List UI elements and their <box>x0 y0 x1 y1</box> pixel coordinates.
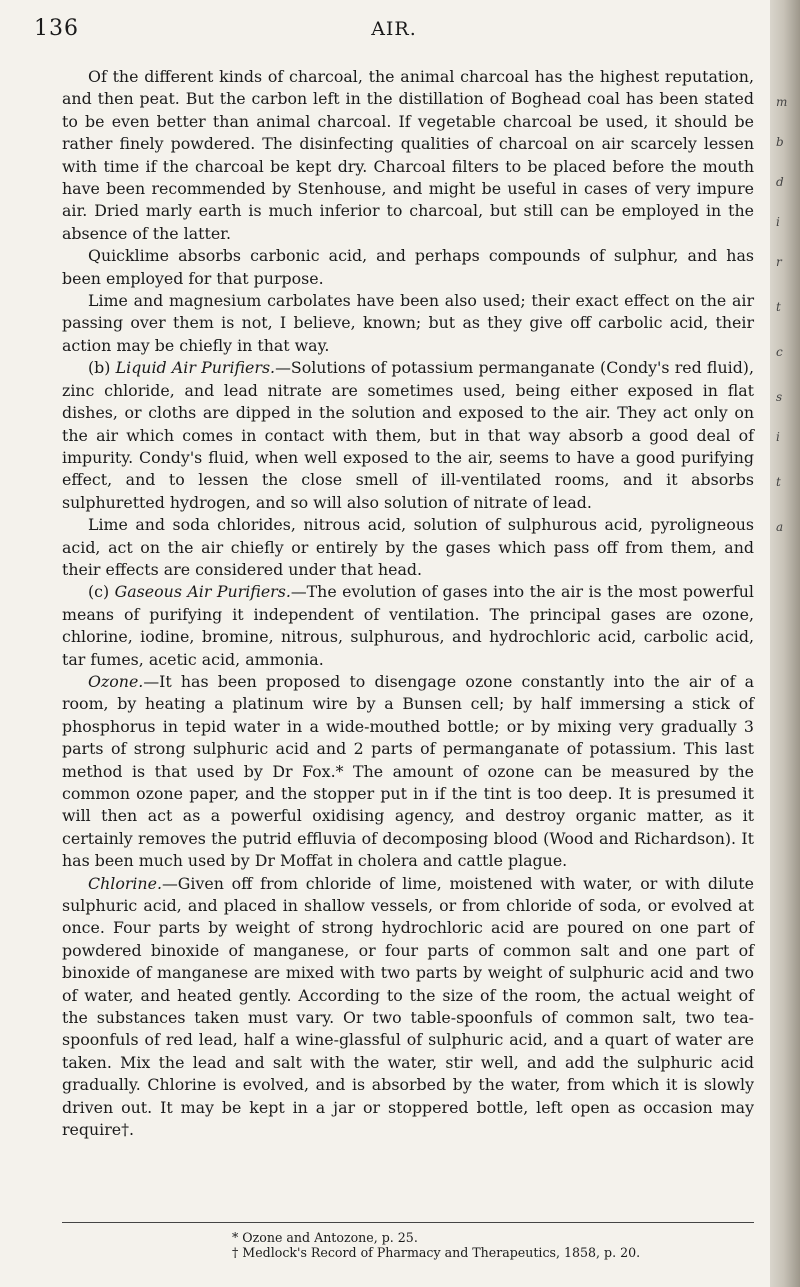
footnotes <box>232 1230 752 1260</box>
paragraph-p8 <box>62 873 754 1142</box>
paragraph-heading: Liquid Air Purifiers. <box>115 358 276 378</box>
adjacent-page-fragment: d <box>776 175 784 189</box>
paragraph-heading: Ozone. <box>88 671 144 691</box>
adjacent-page-fragment: i <box>776 430 780 444</box>
adjacent-page-fragment: c <box>776 345 783 359</box>
paragraph-p2 <box>62 245 754 290</box>
page-number: 136 <box>34 16 79 41</box>
paragraph-p3 <box>62 290 754 357</box>
paragraph-text: (c) <box>88 582 115 602</box>
adjacent-page-fragment: s <box>776 390 783 404</box>
adjacent-page-fragment: i <box>776 215 780 229</box>
paragraph-heading: Gaseous Air Purifiers. <box>114 582 291 602</box>
paragraph-p5 <box>62 514 754 581</box>
running-head <box>34 16 754 42</box>
adjacent-page-fragment: r <box>776 255 782 269</box>
adjacent-page-edge <box>770 0 800 1287</box>
paragraph-p6 <box>62 581 754 671</box>
paragraph-text: Lime and magnesium carbolates have been also used; their exact effect on the air passing over them is not, I believe, known; but as they give off carbolic acid, their action may be chiefly in that way. <box>62 291 754 355</box>
paragraph-p1 <box>62 66 754 245</box>
paragraph-text: —It has been proposed to disengage ozone constantly into the air of a room, by heating a platinum wire by a Bunsen cell; by half immersing a stick of phosphorus in tepid water in a wide-mouthed bottle; or by mixing very gradually 3 parts of strong sulphuric acid and 2 parts of permanganate of potassium. This last method is that used by Dr Fox.* The amount of ozone can be measured by the common ozone paper, and the stopper put in if the tint is too deep. It is presumed it will then act as a powerful oxidising agency, and destroy organic matter, as it certainly removes the putrid effluvia of decomposing blood (Wood and Richardson). It has been much used by Dr Moffat in cholera and cattle plague. <box>62 671 754 871</box>
body-text <box>62 66 754 1142</box>
footnote: * Ozone and Antozone, p. 25. <box>232 1230 418 1245</box>
paragraph-text: Of the different kinds of charcoal, the animal charcoal has the highest reputation, and then peat. But the carbon left in the distillation of Boghead coal has been stated to be even better than animal charcoal. If vegetable charcoal be used, it should be rather finely powdered. The disinfecting qualities of charcoal on air scarcely lessen with time if the charcoal be kept dry. Charcoal filters to be placed before the mouth have been recommended by Stenhouse, and might be useful in cases of very impure air. Dried marly earth is much inferior to charcoal, but still can be employed in the absence of the latter. <box>62 67 754 243</box>
paragraph-text: Lime and soda chlorides, nitrous acid, solution of sulphurous acid, pyroligneous acid, act on the air chiefly or entirely by the gases which pass off from them, and their effects are considered under that head. <box>62 515 754 579</box>
adjacent-page-fragment: b <box>776 135 784 149</box>
adjacent-page-fragment: m <box>776 95 788 109</box>
paragraph-heading: Chlorine. <box>88 873 162 893</box>
paragraph-text: (b) <box>88 358 116 378</box>
paragraph-text: Quicklime absorbs carbonic acid, and perhaps compounds of sulphur, and has been employed for that purpose. <box>62 246 754 288</box>
running-title: AIR. <box>371 18 417 40</box>
paragraph-text: —The evolution of gases into the air is the most powerful means of purifying it independent of ventilation. The principal gases are ozone, chlorine, iodine, bromine, nitrous, sulphurous, and hydrochloric acid, carbolic acid, tar fumes, acetic acid, ammonia. <box>62 582 754 669</box>
adjacent-page-fragment: a <box>776 520 784 534</box>
paragraph-text: —Given off from chloride of lime, moistened with water, or with dilute sulphuric acid, and placed in shallow vessels, or from chloride of soda, or evolved at once. Four parts by weight of strong hydrochloric acid are poured on one part of powdered binoxide of manganese, or four parts of common salt and one part of binoxide of manganese are mixed with two parts by weight of sulphuric acid and two of water, and heated gently. According to the size of the room, the actual weight of the substances taken must vary. Or two table-spoonfuls of common salt, two tea-spoonfuls of red lead, half a wine-glassful of sulphuric acid, and a quart of water are taken. Mix the lead and salt with the water, stir well, and add the sulphuric acid gradually. Chlorine is evolved, and is absorbed by the water, from which it is slowly driven out. It may be kept in a jar or stoppered bottle, left open as occasion may require†. <box>62 873 754 1140</box>
paragraph-p7 <box>62 671 754 873</box>
paragraph-p4 <box>62 357 754 514</box>
adjacent-page-fragment: t <box>776 475 781 489</box>
footnote-divider <box>62 1222 754 1223</box>
paragraph-text: —Solutions of potassium permanganate (Condy's red fluid), zinc chloride, and lead nitrate are sometimes used, being either exposed in flat dishes, or cloths are dipped in the solution and exposed to the air. They act only on the air which comes in contact with them, but in that way absorb a good deal of impurity. Condy's fluid, when well exposed to the air, seems to have a good purifying effect, and to lessen the close smell of ill-ventilated rooms, and it absorbs sulphuretted hydrogen, and so will also solution of nitrate of lead. <box>62 358 754 512</box>
footnote: † Medlock's Record of Pharmacy and Therapeutics, 1858, p. 20. <box>232 1245 641 1260</box>
adjacent-page-fragment: t <box>776 300 781 314</box>
